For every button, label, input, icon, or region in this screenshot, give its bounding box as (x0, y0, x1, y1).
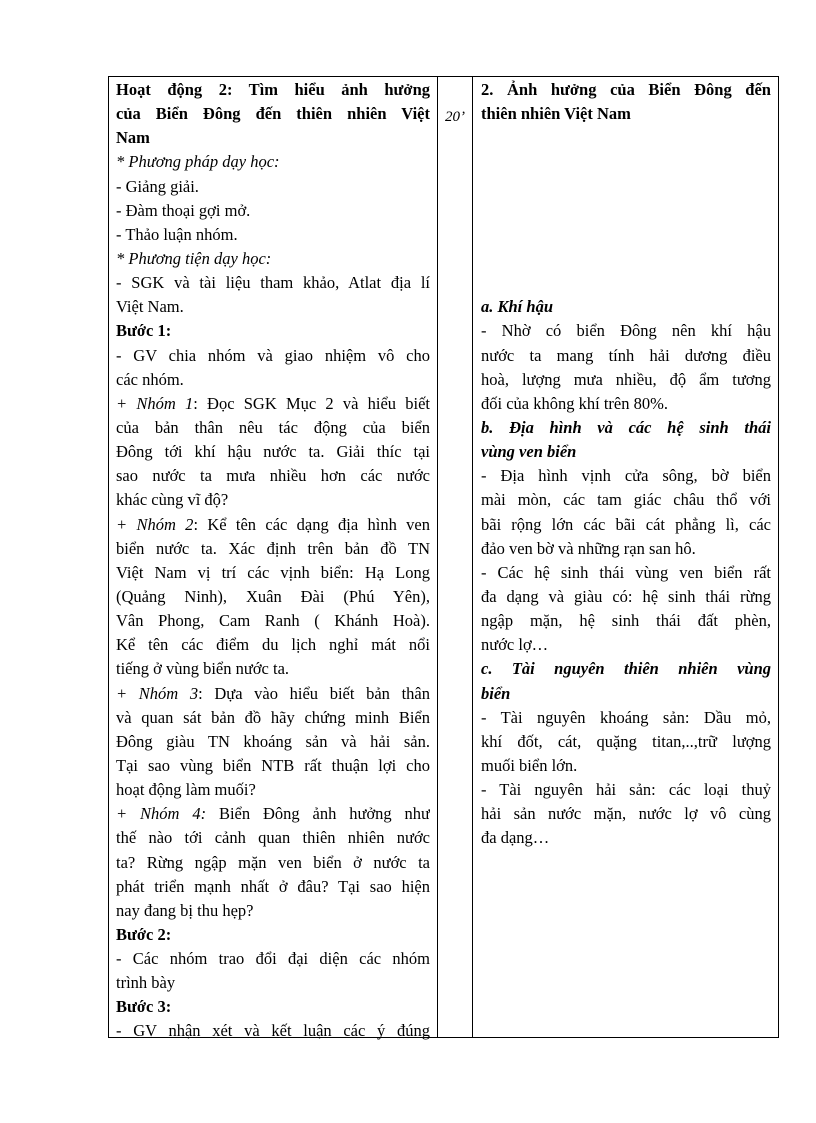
content-line: 2. Ảnh hưởng của Biển Đông đến (481, 80, 771, 99)
content-line: mài mòn, các tam giác châu thổ với (481, 490, 771, 510)
content-spacer (481, 175, 771, 199)
activity-line: phát triển mạnh nhất ở đâu? Tại sao hiện (116, 876, 430, 896)
content-spacer (481, 247, 771, 271)
content-line: - Nhờ có biển Đông nên khí hậu (481, 321, 771, 341)
activity-line: * Phương tiện dạy học: (116, 248, 272, 268)
activity-line: Đông giàu TN khoáng sản và hải sản. (116, 731, 430, 751)
activity-line: (Quảng Ninh), Xuân Đài (Phú Yên), (116, 586, 430, 606)
activity-line: thế nào tới cảnh quan thiên nhiên nước (116, 828, 430, 848)
activity-line: nay đang bị thu hẹp? (116, 900, 254, 920)
content-line: c. Tài nguyên thiên nhiên vùng (481, 659, 771, 679)
activity-line: Vân Phong, Cam Ranh ( Khánh Hoà). (116, 611, 430, 631)
content-line: a. Khí hậu (481, 297, 553, 317)
content-line: - Địa hình vịnh cửa sông, bờ biển (481, 466, 771, 486)
activity-line: - GV nhận xét và kết luận các ý đúng (116, 1021, 430, 1041)
content-column (473, 77, 778, 1037)
activity-line: các nhóm. (116, 369, 184, 389)
activity-line: Tại sao vùng biển NTB rất thuận lợi cho (116, 755, 430, 775)
activity-line: Bước 2: (116, 924, 172, 944)
content-line: khí đốt, cát, quặng titan,..,trữ lượng (481, 731, 771, 751)
activity-line: Đông tới khí hậu nước ta. Giải thíc tại (116, 442, 430, 462)
activity-line: biển nước ta. Xác định trên bản đồ TN (116, 538, 430, 558)
activity-line: - GV chia nhóm và giao nhiệm vô cho (116, 345, 430, 365)
content-line: nước ta mang tính hải dương điều (481, 345, 771, 365)
content-line: hải sản nước mặn, nước lợ vô cùng (481, 804, 771, 824)
content-spacer (481, 199, 771, 223)
content-line: biển (481, 683, 511, 703)
activity-line: * Phương pháp dạy học: (116, 152, 280, 172)
content-spacer (481, 271, 771, 295)
activity-line: Bước 1: (116, 321, 172, 341)
activity-line: + Nhóm 4: Biển Đông ảnh hưởng như (116, 804, 430, 824)
content-spacer (481, 126, 771, 150)
content-line: đối của không khí trên 80%. (481, 393, 668, 413)
activity-line: - Các nhóm trao đổi đại diện các nhóm (116, 949, 430, 969)
lesson-table (108, 76, 779, 1041)
time-column (438, 77, 473, 1037)
content-line: - Các hệ sinh thái vùng ven biển rất (481, 562, 771, 582)
content-line: ngập mặn, hệ sinh thái đất phèn, (481, 611, 771, 631)
content-line: muối biển lớn. (481, 755, 578, 775)
activity-line: và quan sát bản đồ hãy chứng minh Biển (116, 707, 430, 727)
activity-line: của Biển Đông đến thiên nhiên Việt (116, 104, 430, 124)
activity-line: - Giảng giải. (116, 176, 199, 196)
activity-line: + Nhóm 2: Kể tên các dạng địa hình ven (116, 514, 430, 534)
activity-line: Kể tên các điểm du lịch nghỉ mát nổi (116, 635, 430, 655)
activity-line: Việt Nam. (116, 297, 184, 317)
activity-line: ta? Rừng ngập mặn ven biển ở nước ta (116, 852, 430, 872)
activity-line: - SGK và tài liệu tham khảo, Atlat địa lí (116, 273, 430, 293)
activities-column (109, 77, 438, 1041)
content-line: đa dạng và giàu có: hệ sinh thái rừng (481, 586, 771, 606)
activity-line: Nam (116, 128, 150, 148)
content-line: đảo ven bờ và những rạn san hô. (481, 538, 696, 558)
content-line: thiên nhiên Việt Nam (481, 104, 631, 124)
content-line: b. Địa hình và các hệ sinh thái (481, 417, 771, 437)
content-line: nước lợ… (481, 635, 549, 655)
activity-line: - Thảo luận nhóm. (116, 224, 238, 244)
content-line: bãi rộng lớn các bãi cát phẳng lì, các (481, 514, 771, 534)
activity-line: + Nhóm 1: Đọc SGK Mục 2 và hiểu biết (116, 393, 430, 413)
content-spacer (481, 150, 771, 174)
content-spacer (481, 223, 771, 247)
activity-line: sao nước ta mưa nhiều hơn các nước (116, 466, 430, 486)
content-line: - Tài nguyên hải sản: các loại thuỷ (481, 780, 771, 800)
content-line: - Tài nguyên khoáng sản: Dầu mỏ, (481, 707, 771, 727)
activity-line: khác cùng vĩ độ? (116, 490, 229, 510)
time-label: 20’ (445, 109, 465, 125)
activity-line: Việt Nam vị trí các vịnh biển: Hạ Long (116, 562, 430, 582)
activity-line: Hoạt động 2: Tìm hiểu ảnh hưởng (116, 80, 430, 99)
activity-line: + Nhóm 3: Dựa vào hiểu biết bản thân (116, 683, 430, 703)
content-line: hoà, lượng mưa nhiều, độ ẩm tương (481, 369, 771, 389)
activity-line: của bản thân nêu tác động của biển (116, 417, 430, 437)
activity-line: Bước 3: (116, 997, 172, 1017)
activity-line: trình bày (116, 973, 176, 993)
activity-line: hoạt động làm muối? (116, 780, 256, 800)
activity-line: - Đàm thoại gợi mở. (116, 200, 251, 220)
content-line: đa dạng… (481, 828, 550, 848)
activity-line: tiếng ở vùng biển nước ta. (116, 659, 290, 679)
content-line: vùng ven biển (481, 442, 577, 462)
